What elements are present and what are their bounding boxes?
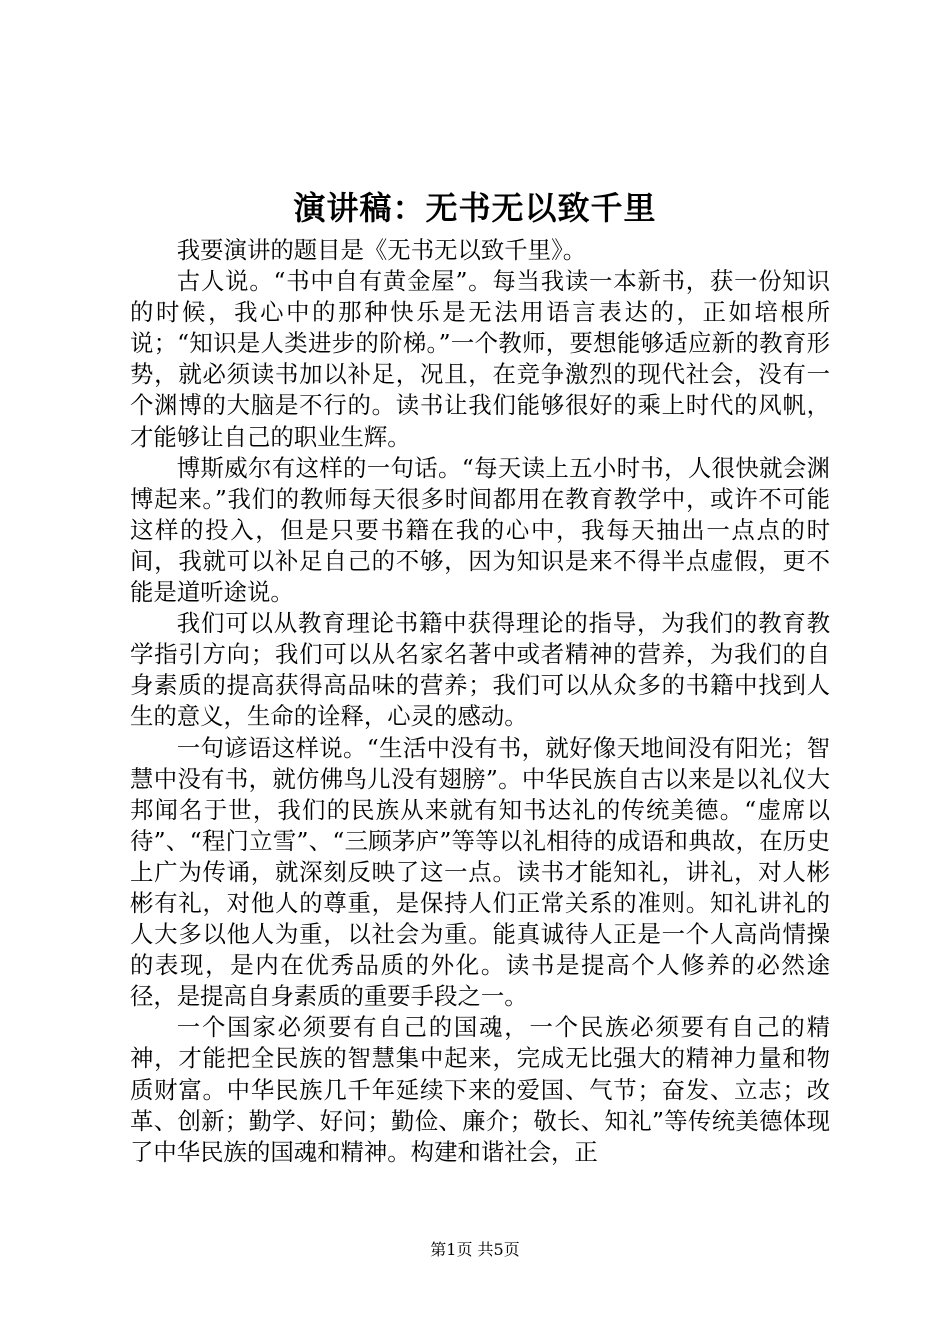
paragraph-proverb: 一句谚语这样说。“生活中没有书，就好像天地间没有阳光；智慧中没有书，就仿佛鸟儿没有翅膀”。中华民族自古以来是以礼仪大邦闻名于世，我们的民族从来就有知书达礼的传统美德。“虚席以待”、“程门立雪”、“三顾茅庐”等等以礼相待的成语和典故，在历史上广为传诵，就深刻反映了这一点。读书才能知礼，讲礼，对人彬彬有礼，对他人的尊重，是保持人们正常关系的准则。知礼讲礼的人大多以他人为重，以社会为重。能真诚待人正是一个人高尚情操的表现，是内在优秀品质的外化。读书是提高个人修养的必然途径，是提高自身素质的重要手段之一。 xyxy=(130,733,830,1011)
paragraph-boswell: 博斯威尔有这样的一句话。“每天读上五小时书，人很快就会渊博起来。”我们的教师每天很多时间都用在教育教学中，或许不可能这样的投入，但是只要书籍在我的心中，我每天抽出一点点的时间，我就可以补足自己的不够，因为知识是来不得半点虚假，更不能是道听途说。 xyxy=(130,453,830,607)
document-body xyxy=(130,235,830,1168)
paragraph-theory-books: 我们可以从教育理论书籍中获得理论的指导，为我们的教育教学指引方向；我们可以从名家名著中或者精神的营养，为我们的自身素质的提高获得高品味的营养；我们可以从众多的书籍中找到人生的意义，生命的诠释，心灵的感动。 xyxy=(130,609,830,731)
document-title: 演讲稿：无书无以致千里 xyxy=(293,189,657,227)
paragraph-national-spirit: 一个国家必须要有自己的国魂，一个民族必须要有自己的精神，才能把全民族的智慧集中起来，完成无比强大的精神力量和物质财富。中华民族几千年延续下来的爱国、气节；奋发、立志；改革、创新；勤学、好问；勤俭、廉介；敬长、知礼”等传统美德体现了中华民族的国魂和精神。构建和谐社会，正 xyxy=(130,1013,830,1166)
page-footer: 第1页 共5页 xyxy=(430,1240,520,1259)
paragraph-golden-house: 古人说。“书中自有黄金屋”。每当我读一本新书，获一份知识的时候，我心中的那种快乐是无法用语言表达的，正如培根所说；“知识是人类进步的阶梯。”一个教师，要想能够适应新的教育形势，就必须读书加以补足，况且，在竞争激烈的现代社会，没有一个渊博的大脑是不行的。读书让我们能够很好的乘上时代的风帆，才能够让自己的职业生辉。 xyxy=(130,267,830,451)
paragraph-intro: 我要演讲的题目是《无书无以致千里》。 xyxy=(176,236,587,264)
